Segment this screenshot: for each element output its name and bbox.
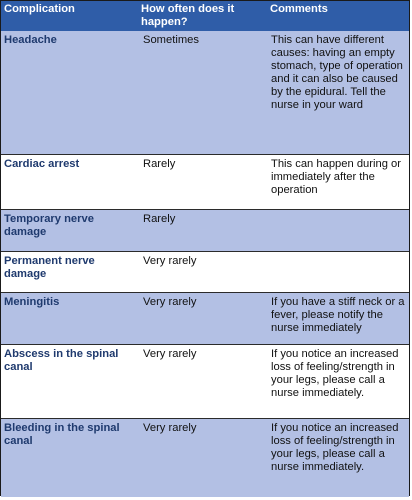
comment-cell: This can have different causes: having an empty stomach, type of operation and it can also be caused by the epidural. Tell the nurse in your ward [267,31,409,154]
complication-cell: Abscess in the spinal canal [1,344,138,418]
complications-grid [1,1,409,497]
comment-cell [267,209,409,251]
table-row [1,251,409,292]
frequency-cell: Very rarely [138,344,267,418]
header-frequency: How often does it happen? [138,1,267,31]
header-comments: Comments [267,1,409,31]
table-row [1,344,409,418]
frequency-cell: Rarely [138,154,267,209]
table-row [1,31,409,154]
complication-cell: Headache [1,31,138,154]
frequency-cell: Very rarely [138,418,267,497]
frequency-cell: Rarely [138,209,267,251]
frequency-cell: Very rarely [138,251,267,292]
table-row [1,292,409,344]
header-complication: Complication [1,1,138,31]
frequency-cell: Very rarely [138,292,267,344]
comment-cell: This can happen during or immediately after the operation [267,154,409,209]
comment-cell: If you notice an increased loss of feeling/strength in your legs, please call a nurse immediately. [267,344,409,418]
complication-cell: Meningitis [1,292,138,344]
comment-cell: If you notice an increased loss of feeling/strength in your legs, please call a nurse immediately. [267,418,409,497]
comment-cell [267,251,409,292]
complication-cell: Bleeding in the spinal canal [1,418,138,497]
table-row [1,154,409,209]
comment-cell: If you have a stiff neck or a fever, please notify the nurse immediately [267,292,409,344]
frequency-cell: Sometimes [138,31,267,154]
table-row [1,418,409,497]
complication-cell: Temporary nerve damage [1,209,138,251]
header-row [1,1,409,31]
complication-cell: Permanent nerve damage [1,251,138,292]
complication-cell: Cardiac arrest [1,154,138,209]
table-row [1,209,409,251]
